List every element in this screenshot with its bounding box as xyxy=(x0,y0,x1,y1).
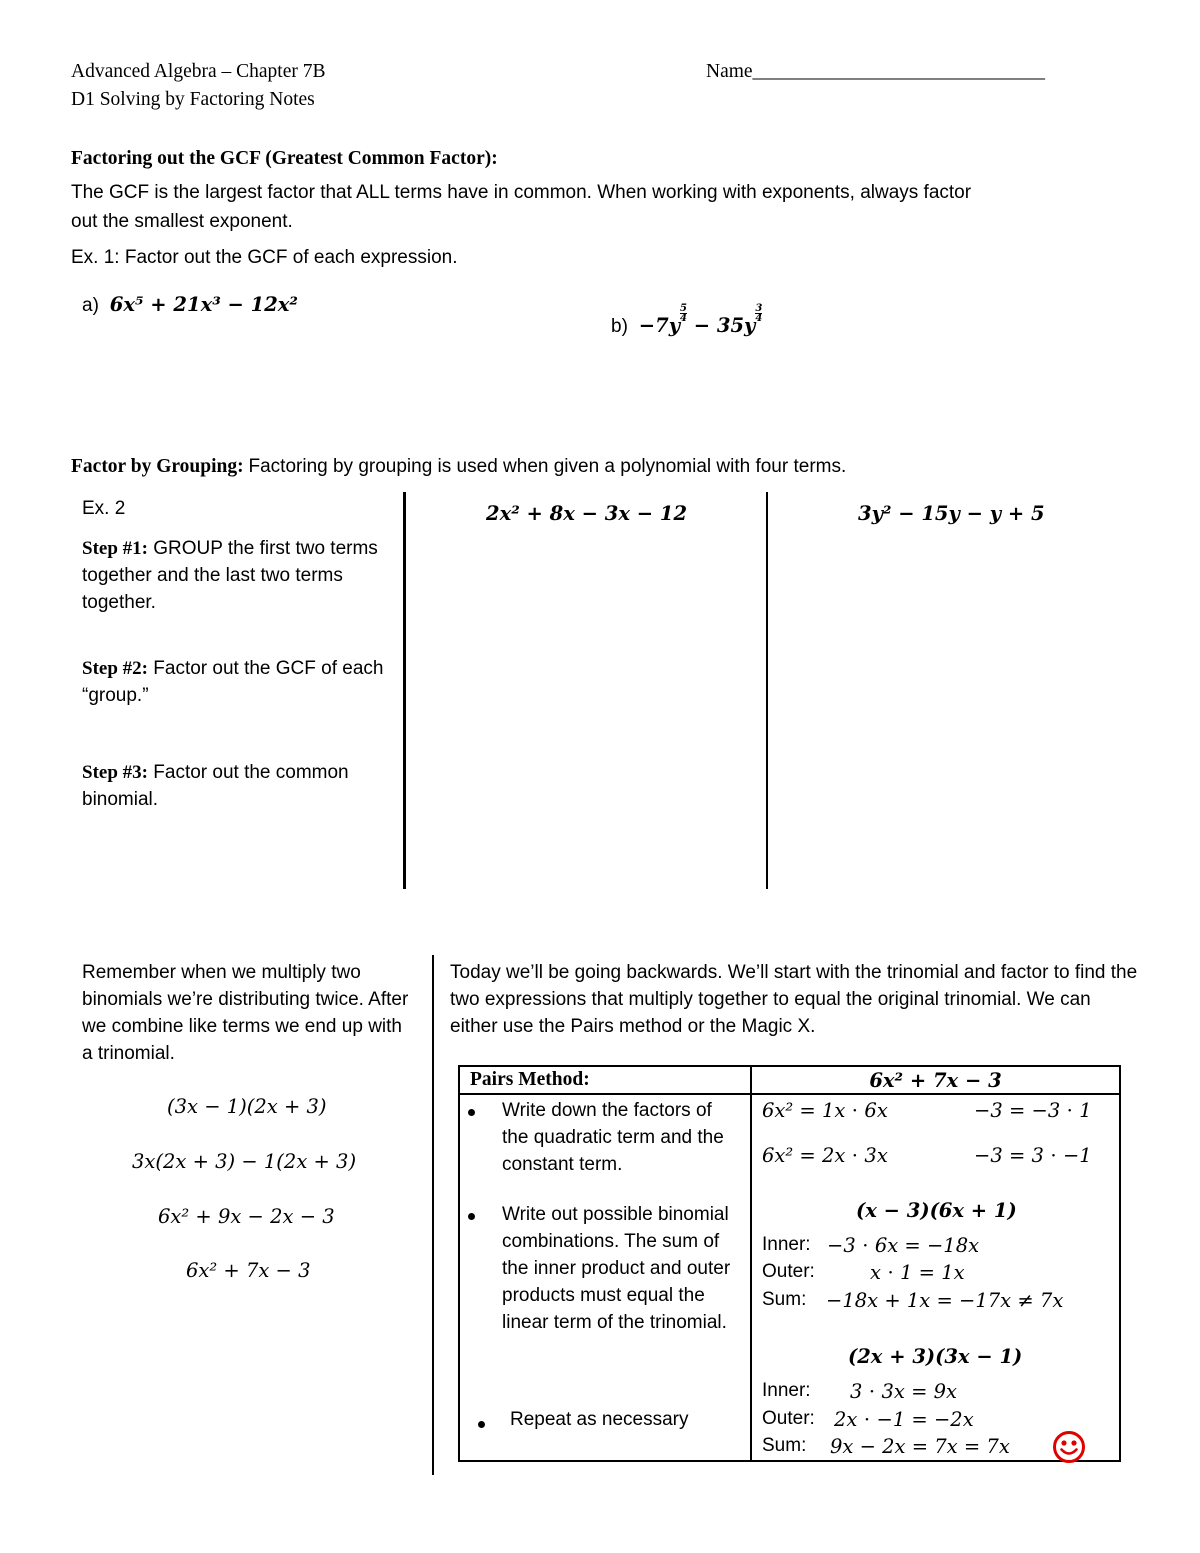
step-1 xyxy=(82,535,387,616)
factor-pair-1-quadratic: 6x² = 1x ⋅ 6x xyxy=(762,1099,888,1122)
trial-2-outer: 2x ⋅ −1 = −2x xyxy=(834,1408,974,1431)
multiply-line-1: (3x − 1)(2x + 3) xyxy=(167,1095,327,1118)
trial-2-sum-label: Sum: xyxy=(762,1435,807,1456)
step-3-label: Step #3: xyxy=(82,762,148,783)
trial-1-sum: −18x + 1x = −17x ≠ 7x xyxy=(826,1289,1064,1312)
grouping-expression-2: 3y² − 15y − y + 5 xyxy=(858,502,1045,525)
example-2-label: Ex. 2 xyxy=(82,498,126,519)
grouping-heading-line xyxy=(71,456,846,478)
step-2 xyxy=(82,655,387,709)
gcf-example-label: Ex. 1: Factor out the GCF of each expression. xyxy=(71,247,458,268)
smiley-face-icon xyxy=(1052,1430,1086,1464)
fraction-exponent-1 xyxy=(680,304,687,323)
pairs-method-table xyxy=(458,1065,1121,1462)
multiply-line-2: 3x(2x + 3) − 1(2x + 3) xyxy=(132,1150,357,1173)
name-field[interactable]: Name______________________________ xyxy=(706,61,1046,82)
factor-pair-2-constant: −3 = 3 ⋅ −1 xyxy=(974,1144,1092,1167)
step-3-text: Factor out the common binomial. xyxy=(82,762,349,810)
remember-text: Remember when we multiply two binomials we’re distributing twice. After we combine like terms we end up with a trinomial. xyxy=(82,962,409,1064)
pairs-bullet-1: Write down the factors of the quadratic term and the constant term. xyxy=(502,1100,724,1175)
fraction-exponent-1-num: 5 xyxy=(680,303,687,314)
grouping-description: Factoring by grouping is used when given a polynomial with four terms. xyxy=(248,456,847,477)
step-3 xyxy=(82,759,397,813)
trial-2-inner-label: Inner: xyxy=(762,1380,811,1401)
pairs-steps-cell xyxy=(459,1094,751,1461)
bullet-1-icon xyxy=(468,1109,475,1116)
gcf-part-b xyxy=(611,304,762,338)
gcf-heading: Factoring out the GCF (Greatest Common Factor): xyxy=(71,148,498,169)
multiply-line-4: 6x² + 7x − 3 xyxy=(186,1259,311,1282)
trial-1-inner-label: Inner: xyxy=(762,1234,811,1255)
part-a-label: a) xyxy=(82,295,99,316)
multiply-line-3: 6x² + 9x − 2x − 3 xyxy=(158,1205,335,1228)
part-b-term1: −7y xyxy=(638,314,681,337)
backwards-text: Today we’ll be going backwards. We’ll start with the trinomial and factor to find the two expressions that multiply together to equal the original trinomial. We can either use the Pairs method or the Magic X. xyxy=(450,962,1138,1037)
step-1-label: Step #1: xyxy=(82,538,148,559)
trial-2-outer-label: Outer: xyxy=(762,1408,815,1429)
trial-1-outer-label: Outer: xyxy=(762,1261,815,1282)
step-2-text: Factor out the GCF of each “group.” xyxy=(82,658,384,706)
trial-1-sum-label: Sum: xyxy=(762,1289,807,1310)
step-2-label: Step #2: xyxy=(82,658,148,679)
grouping-divider-left xyxy=(403,492,406,889)
part-b-expression xyxy=(638,303,763,337)
gcf-part-a xyxy=(82,293,298,317)
grouping-expression-1: 2x² + 8x − 3x − 12 xyxy=(486,502,688,525)
pairs-header-expression-cell xyxy=(751,1066,1120,1094)
grouping-divider-right xyxy=(766,492,768,889)
fraction-exponent-1-den: 4 xyxy=(680,313,687,324)
pairs-header-label-cell xyxy=(459,1066,751,1094)
pairs-bullet-2: Write out possible binomial combinations. The sum of the inner product and outer products must equal the linear term of the trinomial. xyxy=(502,1204,731,1333)
factor-pair-1-constant: −3 = −3 ⋅ 1 xyxy=(974,1099,1092,1122)
factor-pair-2-quadratic: 6x² = 2x ⋅ 3x xyxy=(762,1144,888,1167)
gcf-description-line2: out the smallest exponent. xyxy=(71,211,293,232)
course-title: Advanced Algebra – Chapter 7B xyxy=(71,61,326,82)
part-b-term2: − 35y xyxy=(687,314,756,337)
fraction-exponent-2-den: 4 xyxy=(755,313,763,324)
step-1-text: GROUP the first two terms together and the last two terms together. xyxy=(82,538,378,613)
pairs-header-expression: 6x² + 7x − 3 xyxy=(869,1069,1002,1092)
trial-2-sum: 9x − 2x = 7x = 7x xyxy=(830,1435,1010,1458)
gcf-description-line1: The GCF is the largest factor that ALL terms have in common. When working with exponents, always factor xyxy=(71,182,972,203)
trial-2-inner: 3 ⋅ 3x = 9x xyxy=(850,1380,958,1403)
trial-2-binomials: (2x + 3)(3x − 1) xyxy=(848,1345,1023,1368)
pairs-header-label: Pairs Method: xyxy=(470,1069,590,1090)
bullet-2-icon xyxy=(468,1213,475,1220)
fraction-exponent-2 xyxy=(755,304,762,323)
fraction-exponent-2-num: 3 xyxy=(755,303,763,314)
part-b-label: b) xyxy=(611,316,628,337)
notes-subtitle: D1 Solving by Factoring Notes xyxy=(71,89,315,110)
trial-1-binomials: (x − 3)(6x + 1) xyxy=(856,1199,1017,1222)
part-a-expression: 6x⁵ + 21x³ − 12x² xyxy=(109,293,298,316)
pairs-work-cell xyxy=(751,1094,1120,1461)
trial-1-outer: x ⋅ 1 = 1x xyxy=(870,1261,965,1284)
bullet-3-icon xyxy=(478,1421,485,1428)
grouping-heading: Factor by Grouping: xyxy=(71,456,244,477)
multiply-divider xyxy=(432,955,434,1475)
trial-1-inner: −3 ⋅ 6x = −18x xyxy=(827,1234,980,1257)
pairs-bullet-3: Repeat as necessary xyxy=(510,1409,689,1430)
